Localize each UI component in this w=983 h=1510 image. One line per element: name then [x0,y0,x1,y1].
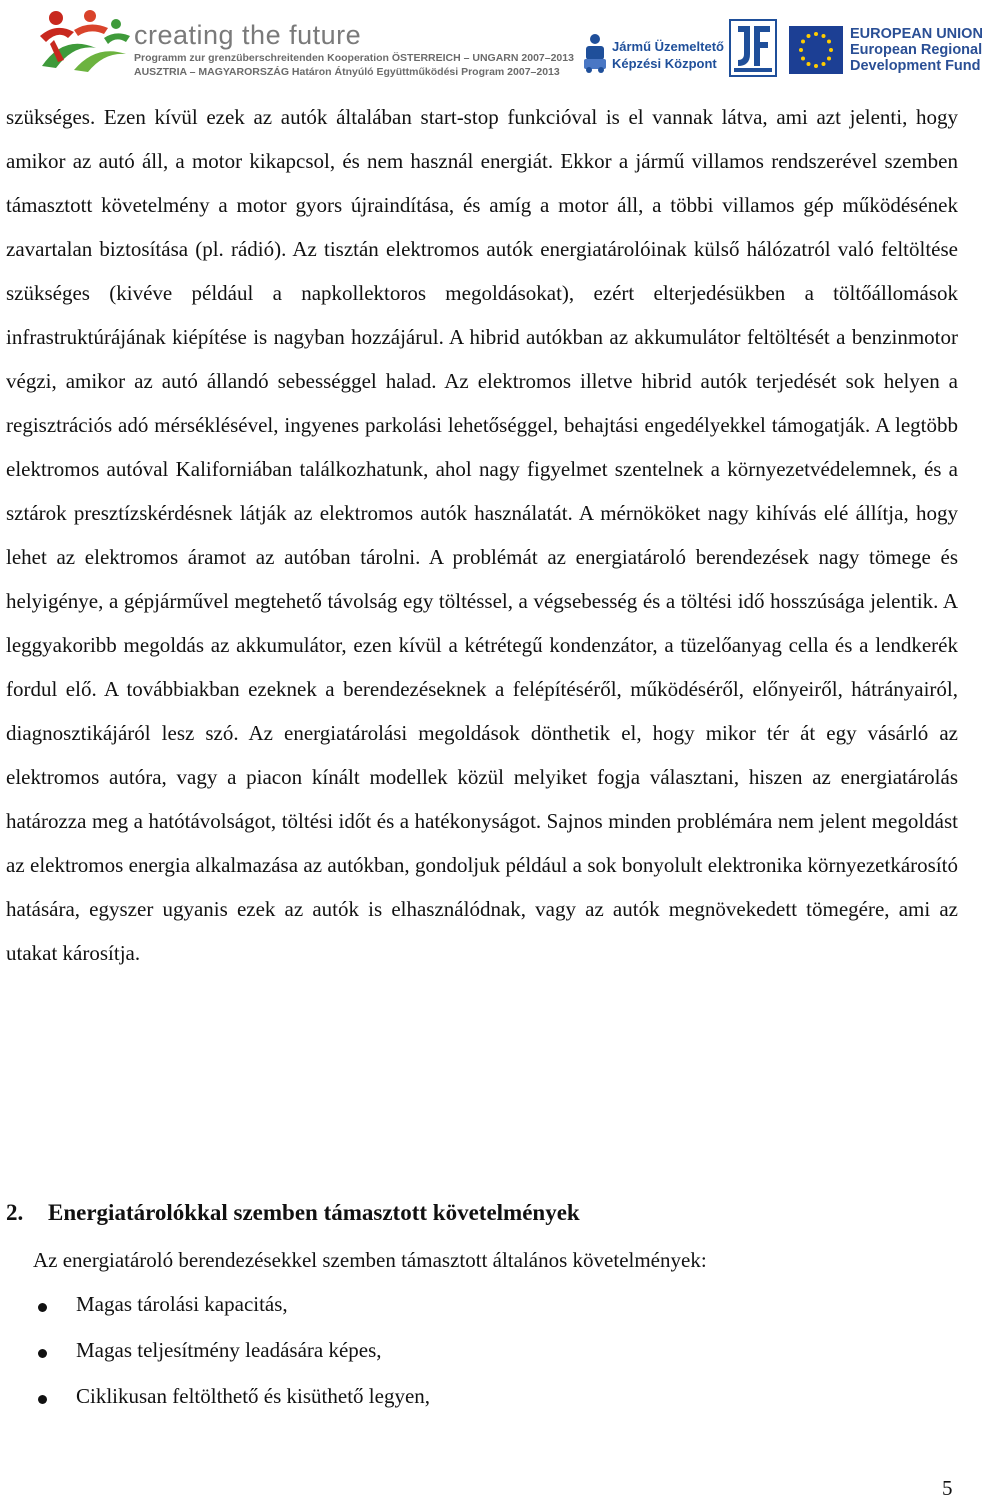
program-name-hungarian: AUSZTRIA – MAGYARORSZÁG Határon Átnyúló Együttműködési Program 2007–2013 [134,66,560,78]
program-name-german: Programm zur grenzüberschreitenden Kooperation ÖSTERREICH – UNGARN 2007–2013 [134,52,574,64]
page-header [0,0,983,82]
eu-flag-icon [789,26,843,74]
creating-the-future-title: creating the future [134,20,362,50]
jarmu-line-2: Képzési Központ [612,56,717,71]
jarmu-line-1: Jármű Üzemeltető [612,39,724,54]
jarmu-logo-text [612,38,724,72]
list-item-text: Ciklikusan feltölthető és kisüthető legyen, [76,1384,431,1408]
bullet-icon [38,1303,47,1312]
list-item-text: Magas teljesítmény leadására képes, [76,1338,382,1362]
list-item-text: Magas tárolási kapacitás, [76,1292,288,1316]
body-paragraph: szükséges. Ezen kívül ezek az autók általában start-stop funkcióval is el vannak látva, ami azt jelenti, hogy amikor az autó áll, a motor kikapcsol, és nem használ energiát. Ekkor a jármű villamos rendszerével szemben támasztott követelmény a motor gyors újraindítása, és amíg a motor áll, a többi villamos gép működésének zavartalan biztosítása (pl. rádió). Az tisztán elektromos autók energiatárolóinak külső hálózatról való feltöltése szükséges (kivéve például a napkollektoros megoldásokat), ezért elterjedésükben a töltőállomások infrastruktúrájának kiépítése is nagyban hozzájárul. A hibrid autókban az akkumulátor feltöltését a benzinmotor végzi, amikor az autó állandó sebességgel halad. Az elektromos illetve hibrid autók terjedését sok helyen a regisztrációs adó mérséklésével, ingyenes parkolási lehetőséggel, behajtási engedélyekkel támogatják. A legtöbb elektromos autóval Kaliforniában találkozhatunk, ahol nagy figyelmet szentelnek a környezetvédelemnek, és a sztárok presztízskérdésnek látják az elektromos autók használatát. A mérnököket nagy kihívás elé állítja, hogy lehet az elektromos áramot az autóban tárolni. A problémát az energiatároló berendezések nagy tömege és helyigénye, a gépjárművel megtehető távolság egy töltéssel, a végsebesség és a töltési idő hosszúsága jelentik. A leggyakoribb megoldás az akkumulátor, ezen kívül a kétrétegű kondenzátor, a tüzelőanyag cella és a lendkerék fordul elő. A továbbiakban ezeknek a berendezéseknek a felépítéséről, működéséről, előnyeiről, hátrányairól, diagnosztikájáról lesz szó. Az energiatárolási megoldások dönthetik el, hogy mikor tér át egy vásárló az elektromos autóra, vagy a piacon kínált modellek közül melyiket fogja választani, hiszen az energiatárolás határozza meg a hatótávolságot, töltési időt és a hatékonyságot. Sajnos minden problémára nem jelent megoldást az elektromos energia alkalmazása az autókban, gondoljuk például a sok bonyolult elektronika környezetkárosító hatására, egyszer ugyanis ezek az autók is elhasználódnak, vagy az autók megnövekedett tömegére, ami az utakat károsítja. [6,105,958,965]
bullet-icon [38,1395,47,1404]
section-heading [6,1200,946,1226]
bullet-icon [38,1349,47,1358]
section-number: 2. [6,1200,24,1225]
eu-fund-text [850,26,983,74]
eu-line-1: EUROPEAN UNION [850,26,983,42]
section-title: Energiatárolókkal szemben támasztott követelmények [48,1200,580,1225]
jarmu-logo-icon [582,33,608,73]
eu-line-3: Development Fund [850,58,981,74]
eu-line-2: European Regional [850,42,983,58]
page-number: 5 [942,1476,953,1500]
requirements-intro: Az energiatároló berendezésekkel szemben támasztott általános követelmények: [33,1248,707,1272]
creating-the-future-logo [34,4,134,74]
jf-emblem-icon [730,20,776,76]
